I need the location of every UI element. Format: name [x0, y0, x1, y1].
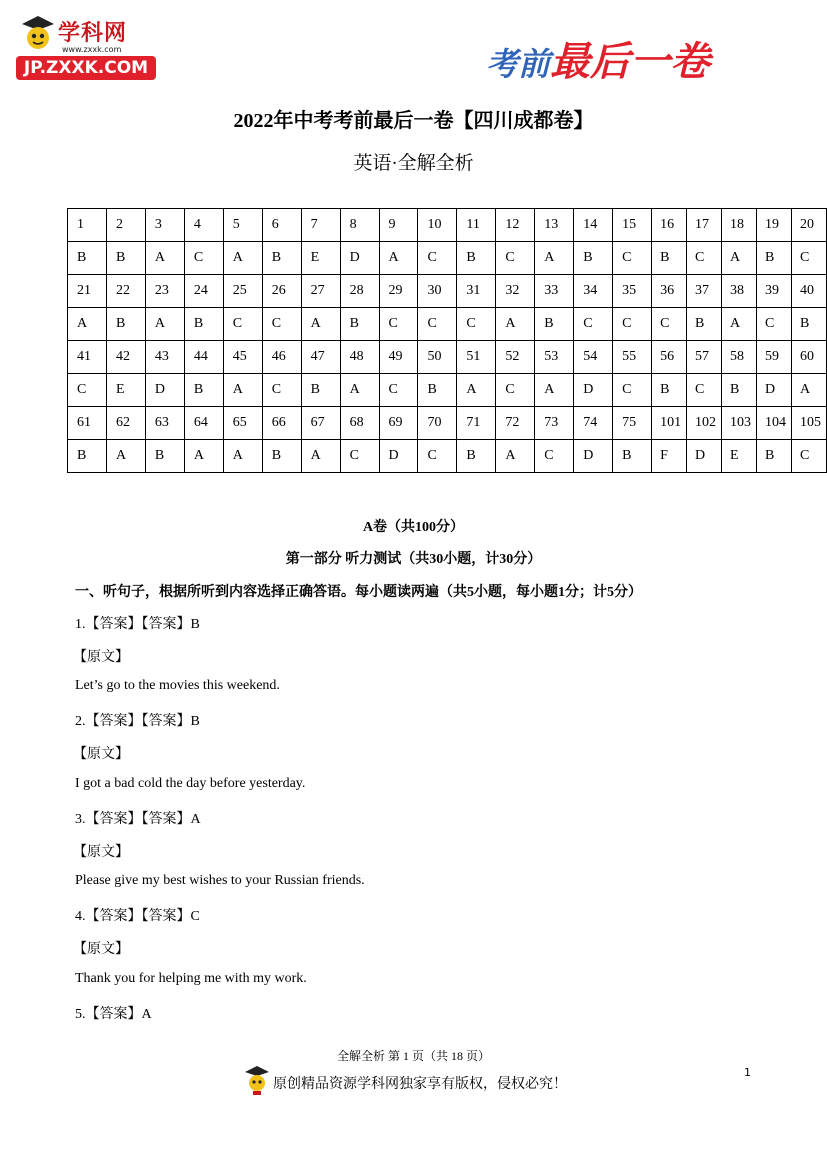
answer-table-cell: 105 [791, 407, 826, 440]
answer-table-cell: C [379, 308, 418, 341]
answer-table-cell: 62 [106, 407, 145, 440]
answer-table-cell: 9 [379, 209, 418, 242]
source-label: 【原文】 [73, 845, 129, 860]
answer-table-cell: 7 [301, 209, 340, 242]
answer-table-cell: 3 [145, 209, 184, 242]
page-footer: 全解全析 第 1 页（共 18 页） [336, 1049, 490, 1063]
answer-table-cell: 72 [496, 407, 535, 440]
answer-table-cell: 102 [687, 407, 722, 440]
answer-table-cell: C [457, 308, 496, 341]
answer-table-cell: 66 [262, 407, 301, 440]
answer-table-cell: 51 [457, 341, 496, 374]
answer-table-cell: 28 [340, 275, 379, 308]
answer-table-cell: 68 [340, 407, 379, 440]
answer-table-cell: A [301, 308, 340, 341]
answer-table-cell: A [535, 242, 574, 275]
page-number: 1 [744, 1066, 751, 1079]
answer-table-cell: 11 [457, 209, 496, 242]
answer-table-cell: C [496, 374, 535, 407]
answer-table-cell: A [379, 242, 418, 275]
answer-table-cell: B [145, 440, 184, 473]
answer-table-cell: 58 [722, 341, 757, 374]
answer-table-cell: 18 [722, 209, 757, 242]
answer-table-cell: 42 [106, 341, 145, 374]
answer-table-cell: C [791, 242, 826, 275]
answer-table-cell: B [613, 440, 652, 473]
answer-table-cell: 22 [106, 275, 145, 308]
answer-table-cell: 65 [223, 407, 262, 440]
final-paper-stamp [486, 30, 710, 87]
copyright-notice: 原创精品资源学科网独家享有版权，侵权必究！ [273, 1077, 567, 1092]
answer-table-cell: A [791, 374, 826, 407]
answer-table-cell: C [791, 440, 826, 473]
answer-table-cell: A [223, 374, 262, 407]
answer-table-cell: B [687, 308, 722, 341]
answer-table-cell: E [301, 242, 340, 275]
answer-table-cell: 32 [496, 275, 535, 308]
answer-line: 4.【答案】【答案】C [75, 909, 200, 924]
answer-table-cell: B [652, 374, 687, 407]
answer-table-cell: 75 [613, 407, 652, 440]
answer-table-cell: A [496, 308, 535, 341]
answer-table-cell: 48 [340, 341, 379, 374]
answer-table-cell: B [535, 308, 574, 341]
answer-table-row [68, 407, 827, 440]
answer-table-cell: 45 [223, 341, 262, 374]
answer-table-cell: 2 [106, 209, 145, 242]
answer-table-cell: C [613, 308, 652, 341]
answer-table-cell: C [340, 440, 379, 473]
answer-table-cell: B [262, 242, 301, 275]
answer-table-cell: C [687, 242, 722, 275]
answer-table-cell: 33 [535, 275, 574, 308]
answer-table-row [68, 341, 827, 374]
answer-table-cell: C [68, 374, 107, 407]
answer-table-cell: C [262, 308, 301, 341]
answer-table-cell: 55 [613, 341, 652, 374]
mascot-icon [244, 1064, 270, 1096]
answer-table-cell: 59 [756, 341, 791, 374]
answer-table-cell: C [418, 308, 457, 341]
answer-table-cell: 31 [457, 275, 496, 308]
answer-table-cell: A [496, 440, 535, 473]
source-text: Let’s go to the movies this weekend. [75, 678, 280, 693]
answer-table-cell: 37 [687, 275, 722, 308]
answer-table-cell: B [106, 308, 145, 341]
logo-domain: JP.ZXXK.COM [16, 56, 156, 80]
answer-table-cell: C [418, 242, 457, 275]
answer-table-cell: D [145, 374, 184, 407]
answer-table-cell: 24 [184, 275, 223, 308]
answer-table-cell: 30 [418, 275, 457, 308]
answer-table-cell: C [223, 308, 262, 341]
answer-table-cell: 54 [574, 341, 613, 374]
answer-table-cell: A [301, 440, 340, 473]
answer-table-cell: B [574, 242, 613, 275]
answer-table-row [68, 275, 827, 308]
answer-table-cell: 41 [68, 341, 107, 374]
answer-table-cell: 13 [535, 209, 574, 242]
answer-table-cell: 104 [756, 407, 791, 440]
answer-table-row [68, 242, 827, 275]
answer-table-row [68, 440, 827, 473]
answer-table-cell: 53 [535, 341, 574, 374]
answer-table-cell: 49 [379, 341, 418, 374]
answer-table-cell: 47 [301, 341, 340, 374]
answer-table-cell: B [652, 242, 687, 275]
answer-table-cell: 71 [457, 407, 496, 440]
answer-table-cell: 19 [756, 209, 791, 242]
answer-table-cell: 20 [791, 209, 826, 242]
answer-table-cell: 27 [301, 275, 340, 308]
answer-table-cell: A [722, 242, 757, 275]
answer-table-cell: 103 [722, 407, 757, 440]
answer-table-cell: 61 [68, 407, 107, 440]
answer-table-cell: 10 [418, 209, 457, 242]
answer-table-cell: A [68, 308, 107, 341]
answer-table-cell: 34 [574, 275, 613, 308]
answer-table-cell: B [457, 440, 496, 473]
answer-table-cell: A [145, 308, 184, 341]
answer-table-cell: B [184, 308, 223, 341]
answer-table-cell: 43 [145, 341, 184, 374]
instruction: 一、听句子，根据所听到内容选择正确答语。每小题读两遍（共5小题，每小题1分；计5分） [75, 585, 642, 600]
answer-table-cell: B [68, 440, 107, 473]
answer-key-table [67, 208, 827, 473]
answer-table-cell: C [756, 308, 791, 341]
answer-table-row [68, 209, 827, 242]
answer-table-cell: D [340, 242, 379, 275]
answer-table-cell: 40 [791, 275, 826, 308]
logo-brand: 学科网 [58, 21, 128, 46]
source-label: 【原文】 [73, 747, 129, 762]
answer-table-cell: 74 [574, 407, 613, 440]
answer-table-cell: B [301, 374, 340, 407]
answer-table-cell: B [68, 242, 107, 275]
document-subtitle: 英语·全解全析 [353, 153, 474, 174]
answer-table-cell: 56 [652, 341, 687, 374]
answer-table-cell: B [457, 242, 496, 275]
answer-table-cell: 52 [496, 341, 535, 374]
answer-table-cell: 39 [756, 275, 791, 308]
answer-table-cell: B [184, 374, 223, 407]
answer-table-cell: B [791, 308, 826, 341]
answer-table-cell: 12 [496, 209, 535, 242]
site-logo[interactable] [14, 12, 159, 82]
answer-table-cell: B [262, 440, 301, 473]
answer-table-cell: 67 [301, 407, 340, 440]
answer-table-cell: 29 [379, 275, 418, 308]
answer-table-cell: C [652, 308, 687, 341]
answer-table-cell: 69 [379, 407, 418, 440]
source-text: I got a bad cold the day before yesterday. [75, 776, 306, 791]
answer-table-cell: D [687, 440, 722, 473]
answer-table-cell: D [756, 374, 791, 407]
answer-table-cell: E [722, 440, 757, 473]
answer-line: 1.【答案】【答案】B [75, 617, 200, 632]
answer-table-cell: 1 [68, 209, 107, 242]
answer-table-cell: C [613, 374, 652, 407]
answer-table-cell: 21 [68, 275, 107, 308]
answer-table-cell: 63 [145, 407, 184, 440]
answer-table-cell: 36 [652, 275, 687, 308]
answer-table-cell: B [756, 440, 791, 473]
answer-table-cell: D [574, 440, 613, 473]
answer-table-cell: C [496, 242, 535, 275]
answer-table-cell: 14 [574, 209, 613, 242]
answer-table-cell: 44 [184, 341, 223, 374]
answer-table-cell: C [687, 374, 722, 407]
answer-table-cell: C [574, 308, 613, 341]
source-text: Please give my best wishes to your Russian friends. [75, 873, 365, 888]
answer-table-row [68, 374, 827, 407]
answer-line: 5.【答案】A [75, 1007, 152, 1022]
answer-line: 3.【答案】【答案】A [75, 812, 201, 827]
answer-table-cell: 17 [687, 209, 722, 242]
answer-table-cell: C [535, 440, 574, 473]
answer-table-cell: 38 [722, 275, 757, 308]
answer-table-cell: B [756, 242, 791, 275]
answer-table-cell: A [340, 374, 379, 407]
document-title: 2022年中考考前最后一卷【四川成都卷】 [233, 110, 594, 132]
stamp-part1: 考前 [486, 45, 551, 83]
answer-table-cell: 16 [652, 209, 687, 242]
section-a-heading: A卷（共100分） [362, 520, 465, 535]
answer-table-cell: 5 [223, 209, 262, 242]
answer-table-cell: B [722, 374, 757, 407]
source-text: Thank you for helping me with my work. [75, 971, 307, 986]
source-label: 【原文】 [73, 942, 129, 957]
answer-line: 2.【答案】【答案】B [75, 714, 200, 729]
answer-table-cell: 26 [262, 275, 301, 308]
answer-table-cell: 25 [223, 275, 262, 308]
answer-table-cell: 6 [262, 209, 301, 242]
answer-table-cell: A [106, 440, 145, 473]
answer-table-cell: C [418, 440, 457, 473]
answer-table-cell: 8 [340, 209, 379, 242]
answer-table-cell: 4 [184, 209, 223, 242]
answer-table-cell: B [340, 308, 379, 341]
answer-table-cell: 64 [184, 407, 223, 440]
answer-table-cell: C [262, 374, 301, 407]
answer-table-cell: A [223, 440, 262, 473]
answer-table-cell: A [535, 374, 574, 407]
answer-table-cell: E [106, 374, 145, 407]
answer-table-cell: A [184, 440, 223, 473]
answer-table-cell: 57 [687, 341, 722, 374]
answer-table-cell: C [613, 242, 652, 275]
answer-table-cell: B [418, 374, 457, 407]
answer-table-cell: A [145, 242, 184, 275]
answer-table-cell: 46 [262, 341, 301, 374]
answer-table-row [68, 308, 827, 341]
answer-table-cell: A [457, 374, 496, 407]
answer-table-cell: 50 [418, 341, 457, 374]
answer-table-cell: F [652, 440, 687, 473]
logo-url: www.zxxk.com [62, 45, 122, 54]
source-label: 【原文】 [73, 650, 129, 665]
answer-table-cell: 23 [145, 275, 184, 308]
part-one-heading: 第一部分 听力测试（共30小题，计30分） [285, 552, 542, 567]
answer-table-cell: 35 [613, 275, 652, 308]
answer-table-cell: B [106, 242, 145, 275]
answer-table-cell: A [223, 242, 262, 275]
answer-table-cell: D [574, 374, 613, 407]
mascot-icon [20, 14, 56, 54]
answer-table-cell: C [379, 374, 418, 407]
answer-table-cell: D [379, 440, 418, 473]
answer-table-cell: 70 [418, 407, 457, 440]
stamp-part2: 最后一卷 [550, 38, 711, 85]
answer-table-cell: 15 [613, 209, 652, 242]
answer-table-cell: C [184, 242, 223, 275]
answer-table-cell: 60 [791, 341, 826, 374]
answer-table-cell: 73 [535, 407, 574, 440]
answer-table-cell: A [722, 308, 757, 341]
answer-table-cell: 101 [652, 407, 687, 440]
